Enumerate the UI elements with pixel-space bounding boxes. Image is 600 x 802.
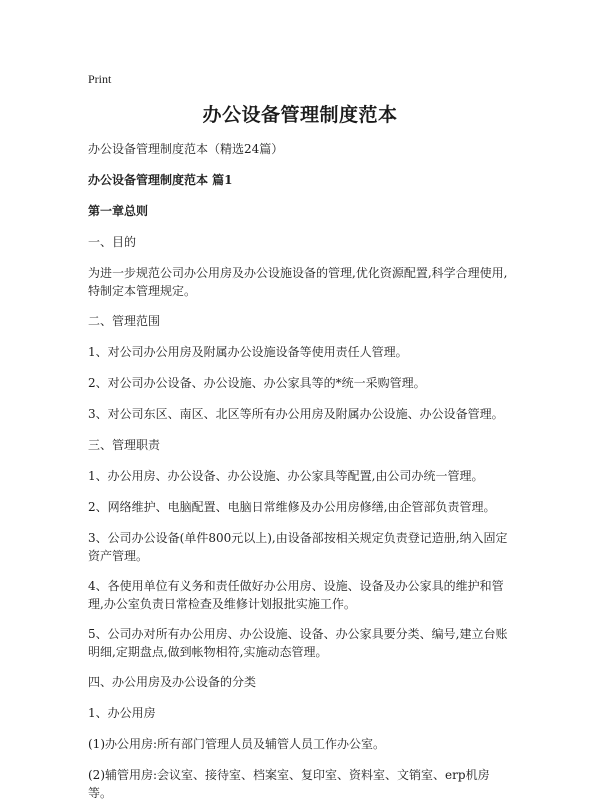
duty-heading: 三、管理职责 bbox=[88, 438, 161, 452]
article-heading: 办公设备管理制度范本 篇1 bbox=[88, 173, 233, 187]
document-subtitle: 办公设备管理制度范本（精选24篇） bbox=[88, 142, 284, 156]
duty-item-3: 3、公司办公设备(单件800元以上),由设备部按相关规定负责登记造册,纳入固定资产管理。 bbox=[88, 531, 508, 563]
scope-heading: 二、管理范围 bbox=[88, 314, 161, 328]
office-item-2: (2)辅管用房:会议室、接待室、档案室、复印室、资料室、文销室、erp机房等。 bbox=[88, 768, 490, 800]
duty-item-5: 5、公司办对所有办公用房、办公设施、设备、办公家具要分类、编号,建立台账明细,定期盘点,做到帐物相符,实施动态管理。 bbox=[88, 627, 508, 659]
office-heading: 1、办公用房 bbox=[88, 706, 156, 720]
chapter-heading: 第一章总则 bbox=[88, 204, 149, 218]
purpose-text: 为进一步规范公司办公用房及办公设施设备的管理,优化资源配置,科学合理使用,特制定本管理规定。 bbox=[88, 266, 508, 298]
scope-item-2: 2、对公司办公设备、办公设施、办公家具等的*统一采购管理。 bbox=[88, 376, 426, 390]
scope-item-3: 3、对公司东区、南区、北区等所有办公用房及附属办公设施、办公设备管理。 bbox=[88, 407, 504, 421]
duty-item-2: 2、网络维护、电脑配置、电脑日常维修及办公用房修缮,由企管部负责管理。 bbox=[88, 500, 496, 514]
duty-item-1: 1、办公用房、办公设备、办公设施、办公家具等配置,由公司办统一管理。 bbox=[88, 469, 484, 483]
duty-item-4: 4、各使用单位有义务和责任做好办公用房、设施、设备及办公家具的维护和管理,办公室负责日常检查及维修计划报批实施工作。 bbox=[88, 579, 504, 611]
document-title: 办公设备管理制度范本 bbox=[202, 104, 398, 126]
classify-heading: 四、办公用房及办公设备的分类 bbox=[88, 675, 257, 689]
scope-item-1: 1、对公司办公用房及附属办公设施设备等使用责任人管理。 bbox=[88, 345, 408, 359]
print-label: Print bbox=[88, 72, 112, 86]
office-item-1: (1)办公用房:所有部门管理人员及辅管人员工作办公室。 bbox=[88, 737, 386, 751]
purpose-heading: 一、目的 bbox=[88, 235, 137, 249]
